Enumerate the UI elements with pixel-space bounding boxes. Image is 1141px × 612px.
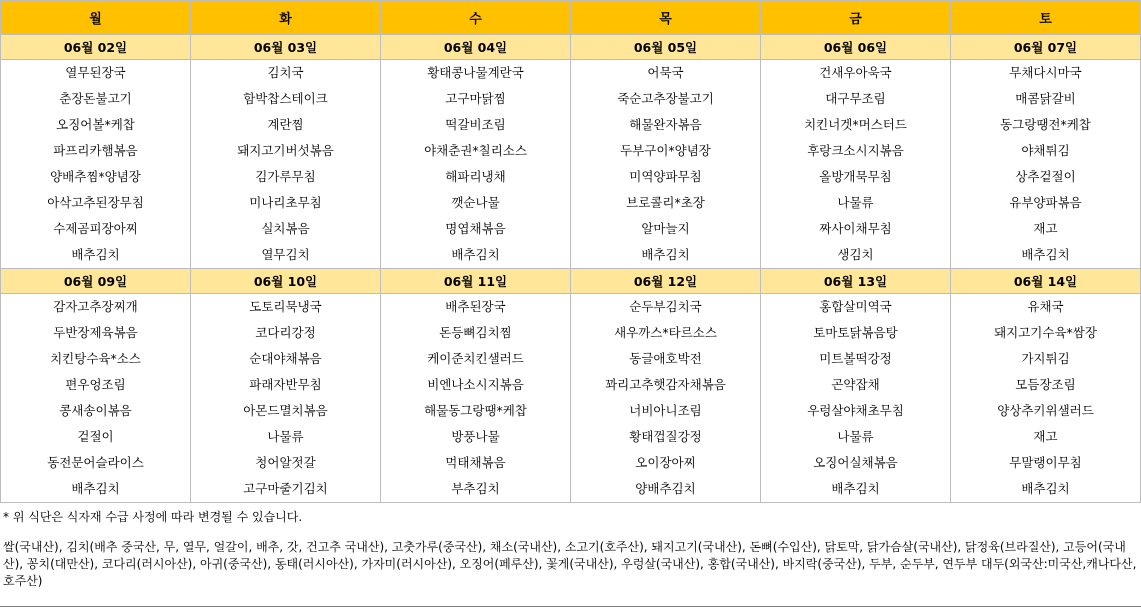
menu-item: 케이준치킨샐러드 xyxy=(427,351,524,366)
menu-item: 건새우아욱국 xyxy=(819,65,892,80)
menu-item: 두부구이*양념장 xyxy=(620,143,711,158)
menu-item: 재고 xyxy=(1033,221,1058,236)
menu-item: 돼지고기수육*쌈장 xyxy=(994,325,1097,340)
menu-item: 오징어볼*케찹 xyxy=(56,117,135,132)
menu-item: 배추김치 xyxy=(71,247,120,262)
menu-item: 배추김치 xyxy=(71,481,120,496)
menu-item: 대구무조림 xyxy=(825,91,886,106)
menu-item: 열무김치 xyxy=(261,247,310,262)
menu-item: 양배추찜*양념장 xyxy=(50,169,141,184)
menu-row xyxy=(1,60,1141,269)
menu-item: 나물류 xyxy=(267,429,304,444)
menu-item: 김가루무침 xyxy=(255,169,316,184)
menu-item: 편우엉조림 xyxy=(65,377,126,392)
menu-item: 김치국 xyxy=(267,65,304,80)
date-cell: 06월 02일 xyxy=(1,35,191,60)
menu-item: 치킨너겟*머스터드 xyxy=(804,117,907,132)
menu-item: 재고 xyxy=(1033,429,1058,444)
menu-item: 무채다시마국 xyxy=(1009,65,1082,80)
menu-item: 파래자반무침 xyxy=(249,377,322,392)
menu-item: 새우까스*타르소스 xyxy=(614,325,717,340)
menu-item: 도토리묵냉국 xyxy=(249,299,322,314)
menu-item: 코다리강정 xyxy=(255,325,316,340)
day-menu-cell xyxy=(761,294,951,503)
menu-item: 돼지고기버섯볶음 xyxy=(237,143,334,158)
date-cell: 06월 03일 xyxy=(191,35,381,60)
menu-item: 모듬장조림 xyxy=(1015,377,1076,392)
day-menu-cell xyxy=(571,60,761,269)
weekday-fri: 금 xyxy=(761,1,951,35)
menu-item: 감자고추장찌개 xyxy=(53,299,138,314)
menu-item: 부추김치 xyxy=(451,481,500,496)
menu-item: 배추김치 xyxy=(1021,247,1070,262)
menu-item: 계란찜 xyxy=(267,117,304,132)
menu-item: 고구마줄기김치 xyxy=(243,481,328,496)
menu-item: 무말랭이무침 xyxy=(1009,455,1082,470)
menu-item: 비엔나소시지볶음 xyxy=(427,377,524,392)
menu-item: 깻순나물 xyxy=(451,195,500,210)
menu-item: 가지튀김 xyxy=(1021,351,1070,366)
menu-item: 미역양파무침 xyxy=(629,169,702,184)
menu-body xyxy=(1,35,1141,503)
date-cell: 06월 10일 xyxy=(191,269,381,294)
menu-item: 고구마닭찜 xyxy=(445,91,506,106)
date-cell: 06월 14일 xyxy=(951,269,1141,294)
menu-item: 황태콩나물계란국 xyxy=(427,65,524,80)
menu-item: 해물동그랑땡*케찹 xyxy=(424,403,527,418)
day-menu-cell xyxy=(381,294,571,503)
menu-item: 순대야채볶음 xyxy=(249,351,322,366)
menu-item: 후랑크소시지볶음 xyxy=(807,143,904,158)
menu-item: 수제곰피장아찌 xyxy=(53,221,138,236)
menu-item: 콩새송이볶음 xyxy=(59,403,132,418)
menu-item: 치킨탕수육*소스 xyxy=(50,351,141,366)
menu-item: 파프리카햄볶음 xyxy=(53,143,138,158)
day-menu-cell xyxy=(191,294,381,503)
menu-item: 매콤닭갈비 xyxy=(1015,91,1076,106)
menu-item: 황태껍질강정 xyxy=(629,429,702,444)
menu-item: 배추된장국 xyxy=(445,299,506,314)
date-cell: 06월 06일 xyxy=(761,35,951,60)
menu-item: 올방개묵무침 xyxy=(819,169,892,184)
date-cell: 06월 04일 xyxy=(381,35,571,60)
menu-item: 동전문어슬라이스 xyxy=(47,455,144,470)
menu-item: 너비아니조림 xyxy=(629,403,702,418)
day-menu-cell xyxy=(951,60,1141,269)
menu-item: 배추김치 xyxy=(451,247,500,262)
date-row xyxy=(1,269,1141,294)
origin-notice: 쌀(국내산), 김치(배추 중국산, 무, 열무, 얼갈이, 배추, 갓, 건고추 국내산), 고춧가루(중국산), 채소(국내산), 소고기(호주산), 돼지고기(국내산), 돈뼈(수입산), 닭토막, 닭가슴살(국내산), 닭정육(브라질산), 고등어(국내산), 꽁치(대만산), 코다리(러시아산), 아귀(중국산), 동태(러시아산), 가자미(러시아산), 오징어(페루산), 꽃게(국내산), 우렁살(국내산), 홍합(국내산), 바지락(중국산), 두부, 순두부, 연두부 대두(외국산:미국산,캐나다산,호주산) xyxy=(3,540,1137,588)
menu-item: 순두부김치국 xyxy=(629,299,702,314)
menu-item: 꽈리고추햇감자채볶음 xyxy=(605,377,726,392)
menu-item: 유부양파볶음 xyxy=(1009,195,1082,210)
menu-item: 동그랑땡전*케찹 xyxy=(1000,117,1091,132)
menu-item: 짜사이채무침 xyxy=(819,221,892,236)
date-cell: 06월 07일 xyxy=(951,35,1141,60)
menu-item: 배추김치 xyxy=(831,481,880,496)
menu-item: 함박찹스테이크 xyxy=(243,91,328,106)
notes-section xyxy=(0,509,1141,590)
change-notice: * 위 식단은 식자재 수급 사정에 따라 변경될 수 있습니다. xyxy=(3,510,303,524)
menu-item: 야채춘권*칠리소스 xyxy=(424,143,527,158)
menu-item: 양배추김치 xyxy=(635,481,696,496)
date-row xyxy=(1,35,1141,60)
day-menu-cell xyxy=(191,60,381,269)
menu-item: 방풍나물 xyxy=(451,429,500,444)
menu-item: 어묵국 xyxy=(647,65,684,80)
weekday-thu: 목 xyxy=(571,1,761,35)
menu-item: 생김치 xyxy=(837,247,874,262)
menu-item: 겉절이 xyxy=(77,429,114,444)
menu-item: 동글애호박전 xyxy=(629,351,702,366)
menu-item: 토마토닭볶음탕 xyxy=(813,325,898,340)
menu-item: 우렁살야채초무침 xyxy=(807,403,904,418)
menu-item: 명엽채볶음 xyxy=(445,221,506,236)
menu-item: 아몬드멸치볶음 xyxy=(243,403,328,418)
menu-item: 나물류 xyxy=(837,429,874,444)
menu-item: 상추겉절이 xyxy=(1015,169,1076,184)
day-menu-cell xyxy=(761,60,951,269)
day-menu-cell xyxy=(951,294,1141,503)
weekday-header-row xyxy=(1,1,1141,35)
date-cell: 06월 13일 xyxy=(761,269,951,294)
day-menu-cell xyxy=(1,60,191,269)
date-cell: 06월 11일 xyxy=(381,269,571,294)
menu-item: 청어알젓갈 xyxy=(255,455,316,470)
bottom-divider xyxy=(0,606,1141,607)
menu-item: 알마늘지 xyxy=(641,221,690,236)
menu-item: 오이장아찌 xyxy=(635,455,696,470)
day-menu-cell xyxy=(1,294,191,503)
menu-item: 죽순고추장불고기 xyxy=(617,91,714,106)
date-cell: 06월 05일 xyxy=(571,35,761,60)
menu-item: 나물류 xyxy=(837,195,874,210)
menu-item: 배추김치 xyxy=(641,247,690,262)
date-cell: 06월 12일 xyxy=(571,269,761,294)
day-menu-cell xyxy=(381,60,571,269)
menu-item: 실치볶음 xyxy=(261,221,310,236)
date-cell: 06월 09일 xyxy=(1,269,191,294)
day-menu-cell xyxy=(571,294,761,503)
menu-item: 미트볼떡강정 xyxy=(819,351,892,366)
menu-item: 유채국 xyxy=(1027,299,1064,314)
menu-item: 오징어실채볶음 xyxy=(813,455,898,470)
menu-item: 춘장돈불고기 xyxy=(59,91,132,106)
menu-item: 브로콜리*초장 xyxy=(626,195,705,210)
menu-item: 떡갈비조림 xyxy=(445,117,506,132)
menu-item: 아삭고추된장무침 xyxy=(47,195,144,210)
menu-item: 홍합살미역국 xyxy=(819,299,892,314)
menu-item: 해물완자볶음 xyxy=(629,117,702,132)
weekday-wed: 수 xyxy=(381,1,571,35)
menu-item: 두반장제육볶음 xyxy=(53,325,138,340)
menu-row xyxy=(1,294,1141,503)
weekday-sat: 토 xyxy=(951,1,1141,35)
menu-item: 배추김치 xyxy=(1021,481,1070,496)
menu-item: 열무된장국 xyxy=(65,65,126,80)
weekday-tue: 화 xyxy=(191,1,381,35)
menu-item: 곤약잡채 xyxy=(831,377,880,392)
menu-item: 미나리초무침 xyxy=(249,195,322,210)
menu-item: 먹태채볶음 xyxy=(445,455,506,470)
menu-item: 야채튀김 xyxy=(1021,143,1070,158)
menu-item: 양상추키위샐러드 xyxy=(997,403,1094,418)
weekday-mon: 월 xyxy=(1,1,191,35)
menu-item: 해파리냉채 xyxy=(445,169,506,184)
menu-item: 돈등뼈김치찜 xyxy=(439,325,512,340)
